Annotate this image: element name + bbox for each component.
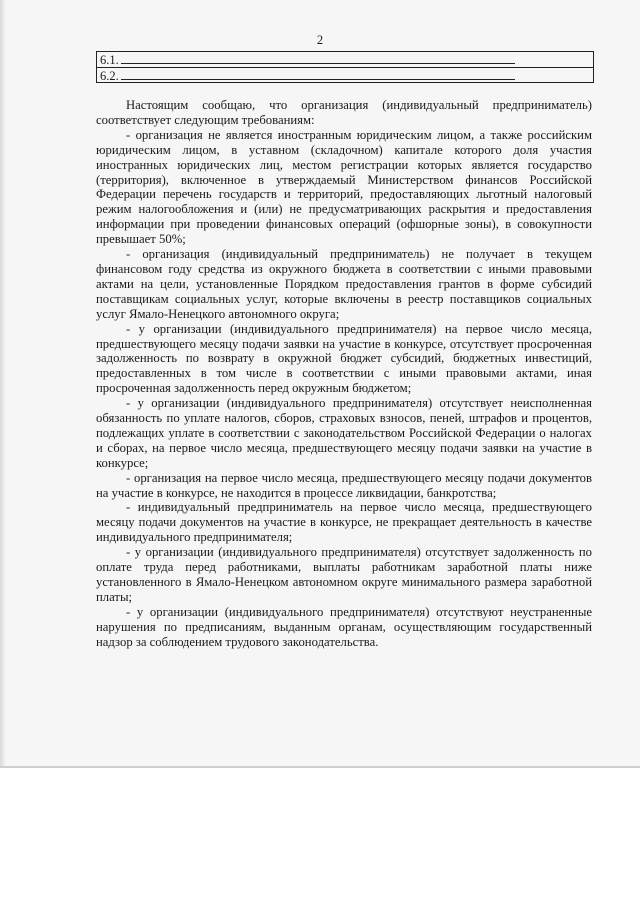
numbered-line-label: 6.1. [100,53,119,67]
numbered-line-row [97,52,593,67]
requirement-paragraph: - у организации (индивидуального предпринимателя) отсутствует неисполненная обязанность по уплате налогов, сборов, страховых взносов, пеней, штрафов и процентов, подлежащих уплате в соответствии с законодательством Российской Федерации о налогах и сборах, на первое число месяца, предшествующего месяцу подачи заявки на участие в конкурсе; [96,396,592,470]
requirement-paragraph: - индивидуальный предприниматель на первое число месяца, предшествующего месяцу подачи документов на участие в конкурсе, не прекращает деятельность в качестве индивидуального предпринимателя; [96,500,592,545]
numbered-lines-box [96,51,594,83]
page-number: 2 [316,33,324,47]
intro-paragraph: Настоящим сообщаю, что организация (индивидуальный предприниматель) соответствует следующим требованиям: [96,98,592,127]
requirement-paragraph: - у организации (индивидуального предпринимателя) отсутствуют неустраненные нарушения по предписаниям, выданным органам, осуществляющим государственный надзор за соблюдением трудового законодательства. [96,604,592,649]
requirement-paragraph: - организация на первое число месяца, предшествующего месяцу подачи документов на участие в конкурсе, не находится в процессе ликвидации, банкротства; [96,470,592,500]
numbered-line-row [97,67,593,82]
scan-edge-shadow [0,0,6,766]
requirement-paragraph: - у организации (индивидуального предпринимателя) отсутствует задолженность по оплате труда перед работниками, выплаты работникам заработной платы ниже установленного в Ямало-Ненецком автономном округе минимального размера заработной платы; [96,545,592,604]
declaration-body [96,98,592,650]
fill-in-blank [121,52,515,64]
requirement-paragraph: - организация (индивидуальный предприниматель) не получает в текущем финансовом году средства из окружного бюджета в соответствии с иными правовыми актами на цели, установленные Порядком предоставления грантов в форме субсидий поставщикам социальных услуг, которые включены в реестр поставщиков социальных услуг Ямало-Ненецкого автономного округа; [96,247,592,321]
requirement-paragraph: - организация не является иностранным юридическим лицом, а также российским юридическим лицом, в уставном (складочном) капитале которого доля участия иностранных юридических лиц, местом регистрации которых является государство (территория), включенное в утверждаемый Министерством финансов Российской Федерации перечень государств и территорий, предоставляющих льготный налоговый режим налогообложения и (или) не предусматривающих раскрытия и предоставления информации при проведении финансовых операций (офшорные зоны), в совокупности превышает 50%; [96,127,592,247]
fill-in-blank [121,68,515,80]
requirement-paragraph: - у организации (индивидуального предпринимателя) на первое число месяца, предшествующего месяцу подачи заявки на участие в конкурсе, отсутствует просроченная задолженность по возврату в окружной бюджет субсидий, бюджетных инвестиций, предоставленных в том числе в соответствии с иными правовыми актами, иная просроченная задолженность перед окружным бюджетом; [96,321,592,396]
numbered-line-label: 6.2. [100,69,119,83]
